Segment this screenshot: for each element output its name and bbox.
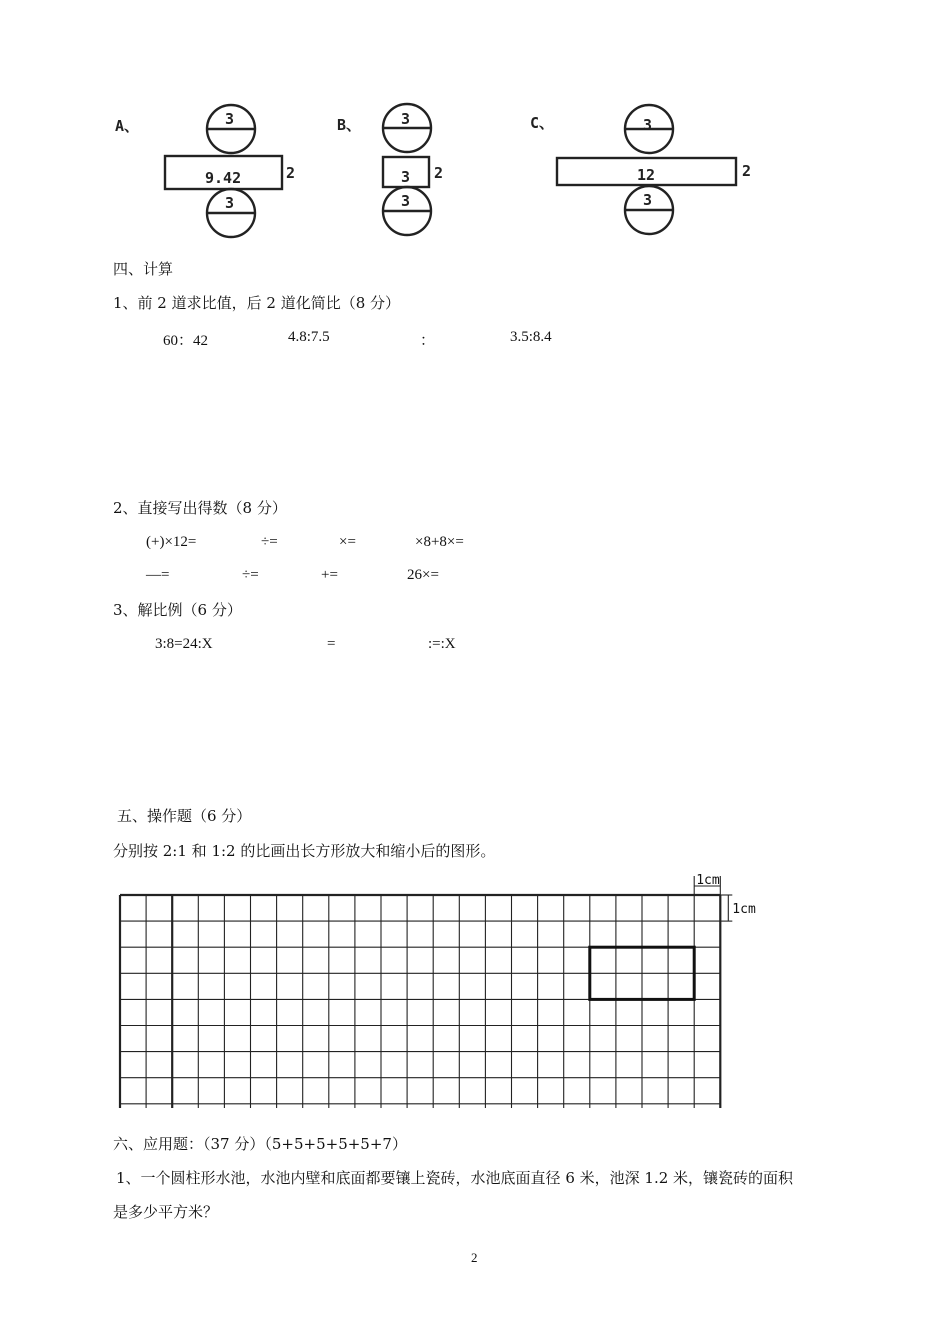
option-c-letter: C、 [530, 114, 555, 132]
q3-item-1: 3:8=24:X [155, 636, 213, 652]
section6-q1-line1: 1、一个圆柱形水池，水池内壁和底面都要镶上瓷砖，水池底面直径 6 米，池深 1.2 米，镶瓷砖的面积 [116, 1169, 794, 1187]
option-b-rect-label: 3 [401, 168, 411, 186]
option-c-rect-label: 12 [637, 166, 656, 184]
option-b-side-label: 2 [434, 164, 444, 182]
option-a-letter: A、 [115, 117, 140, 135]
section5-heading: 五、操作题（6 分） [117, 807, 252, 825]
q2-row1-item-2: ÷= [261, 534, 278, 550]
q2-row2-item-1: —= [146, 567, 170, 583]
option-c-bottom-circle-label: 3 [643, 191, 653, 209]
section5-instruction: 分别按 2:1 和 1:2 的比画出长方形放大和缩小后的图形。 [113, 842, 496, 860]
q1-item-3: ： [420, 333, 436, 349]
option-a-side-label: 2 [286, 164, 296, 182]
q3-item-2: = [327, 636, 336, 652]
option-a-bottom-circle-label: 3 [225, 194, 235, 212]
q2-row2-item-3: += [321, 567, 338, 583]
option-c-top-circle-label: 3 [643, 116, 653, 134]
option-a-top-circle-label: 3 [225, 110, 235, 128]
q2-row1-item-3: ×= [339, 534, 356, 550]
option-b-top-circle-label: 3 [401, 110, 411, 128]
section6-heading: 六、应用题：（37 分）（5+5+5+5+5+7） [113, 1135, 407, 1153]
q2-row1-item-4: ×8+8×= [415, 534, 464, 550]
q1-item-1: 60：42 [163, 333, 209, 349]
unit-label-horizontal: 1cm [696, 873, 720, 888]
q1-item-4: 3.5:8.4 [510, 329, 552, 345]
q2-row2-item-2: ÷= [242, 567, 259, 583]
section4-q2-title: 2、直接写出得数（8 分） [113, 499, 287, 517]
q1-item-2: 4.8:7.5 [288, 329, 330, 345]
unit-label-vertical: 1cm [732, 902, 756, 917]
page-number: 2 [471, 1250, 478, 1265]
option-a-rect-label: 9.42 [205, 169, 242, 187]
section4-q1-title: 1、前 2 道求比值，后 2 道化简比（8 分） [113, 294, 401, 312]
section4-q3-title: 3、解比例（6 分） [113, 601, 242, 619]
q2-row2-item-4: 26×= [407, 567, 439, 583]
q3-item-3: :=:X [428, 636, 456, 652]
section6-q1-line2: 是多少平方米？ [113, 1203, 219, 1221]
option-c-side-label: 2 [742, 162, 752, 180]
option-b-bottom-circle-label: 3 [401, 192, 411, 210]
option-b-letter: B、 [337, 116, 362, 134]
cylinder-net-figures [105, 95, 785, 245]
q2-row1-item-1: (+)×12= [146, 534, 197, 550]
section4-heading: 四、计算 [113, 260, 174, 278]
square-grid [115, 868, 775, 1108]
